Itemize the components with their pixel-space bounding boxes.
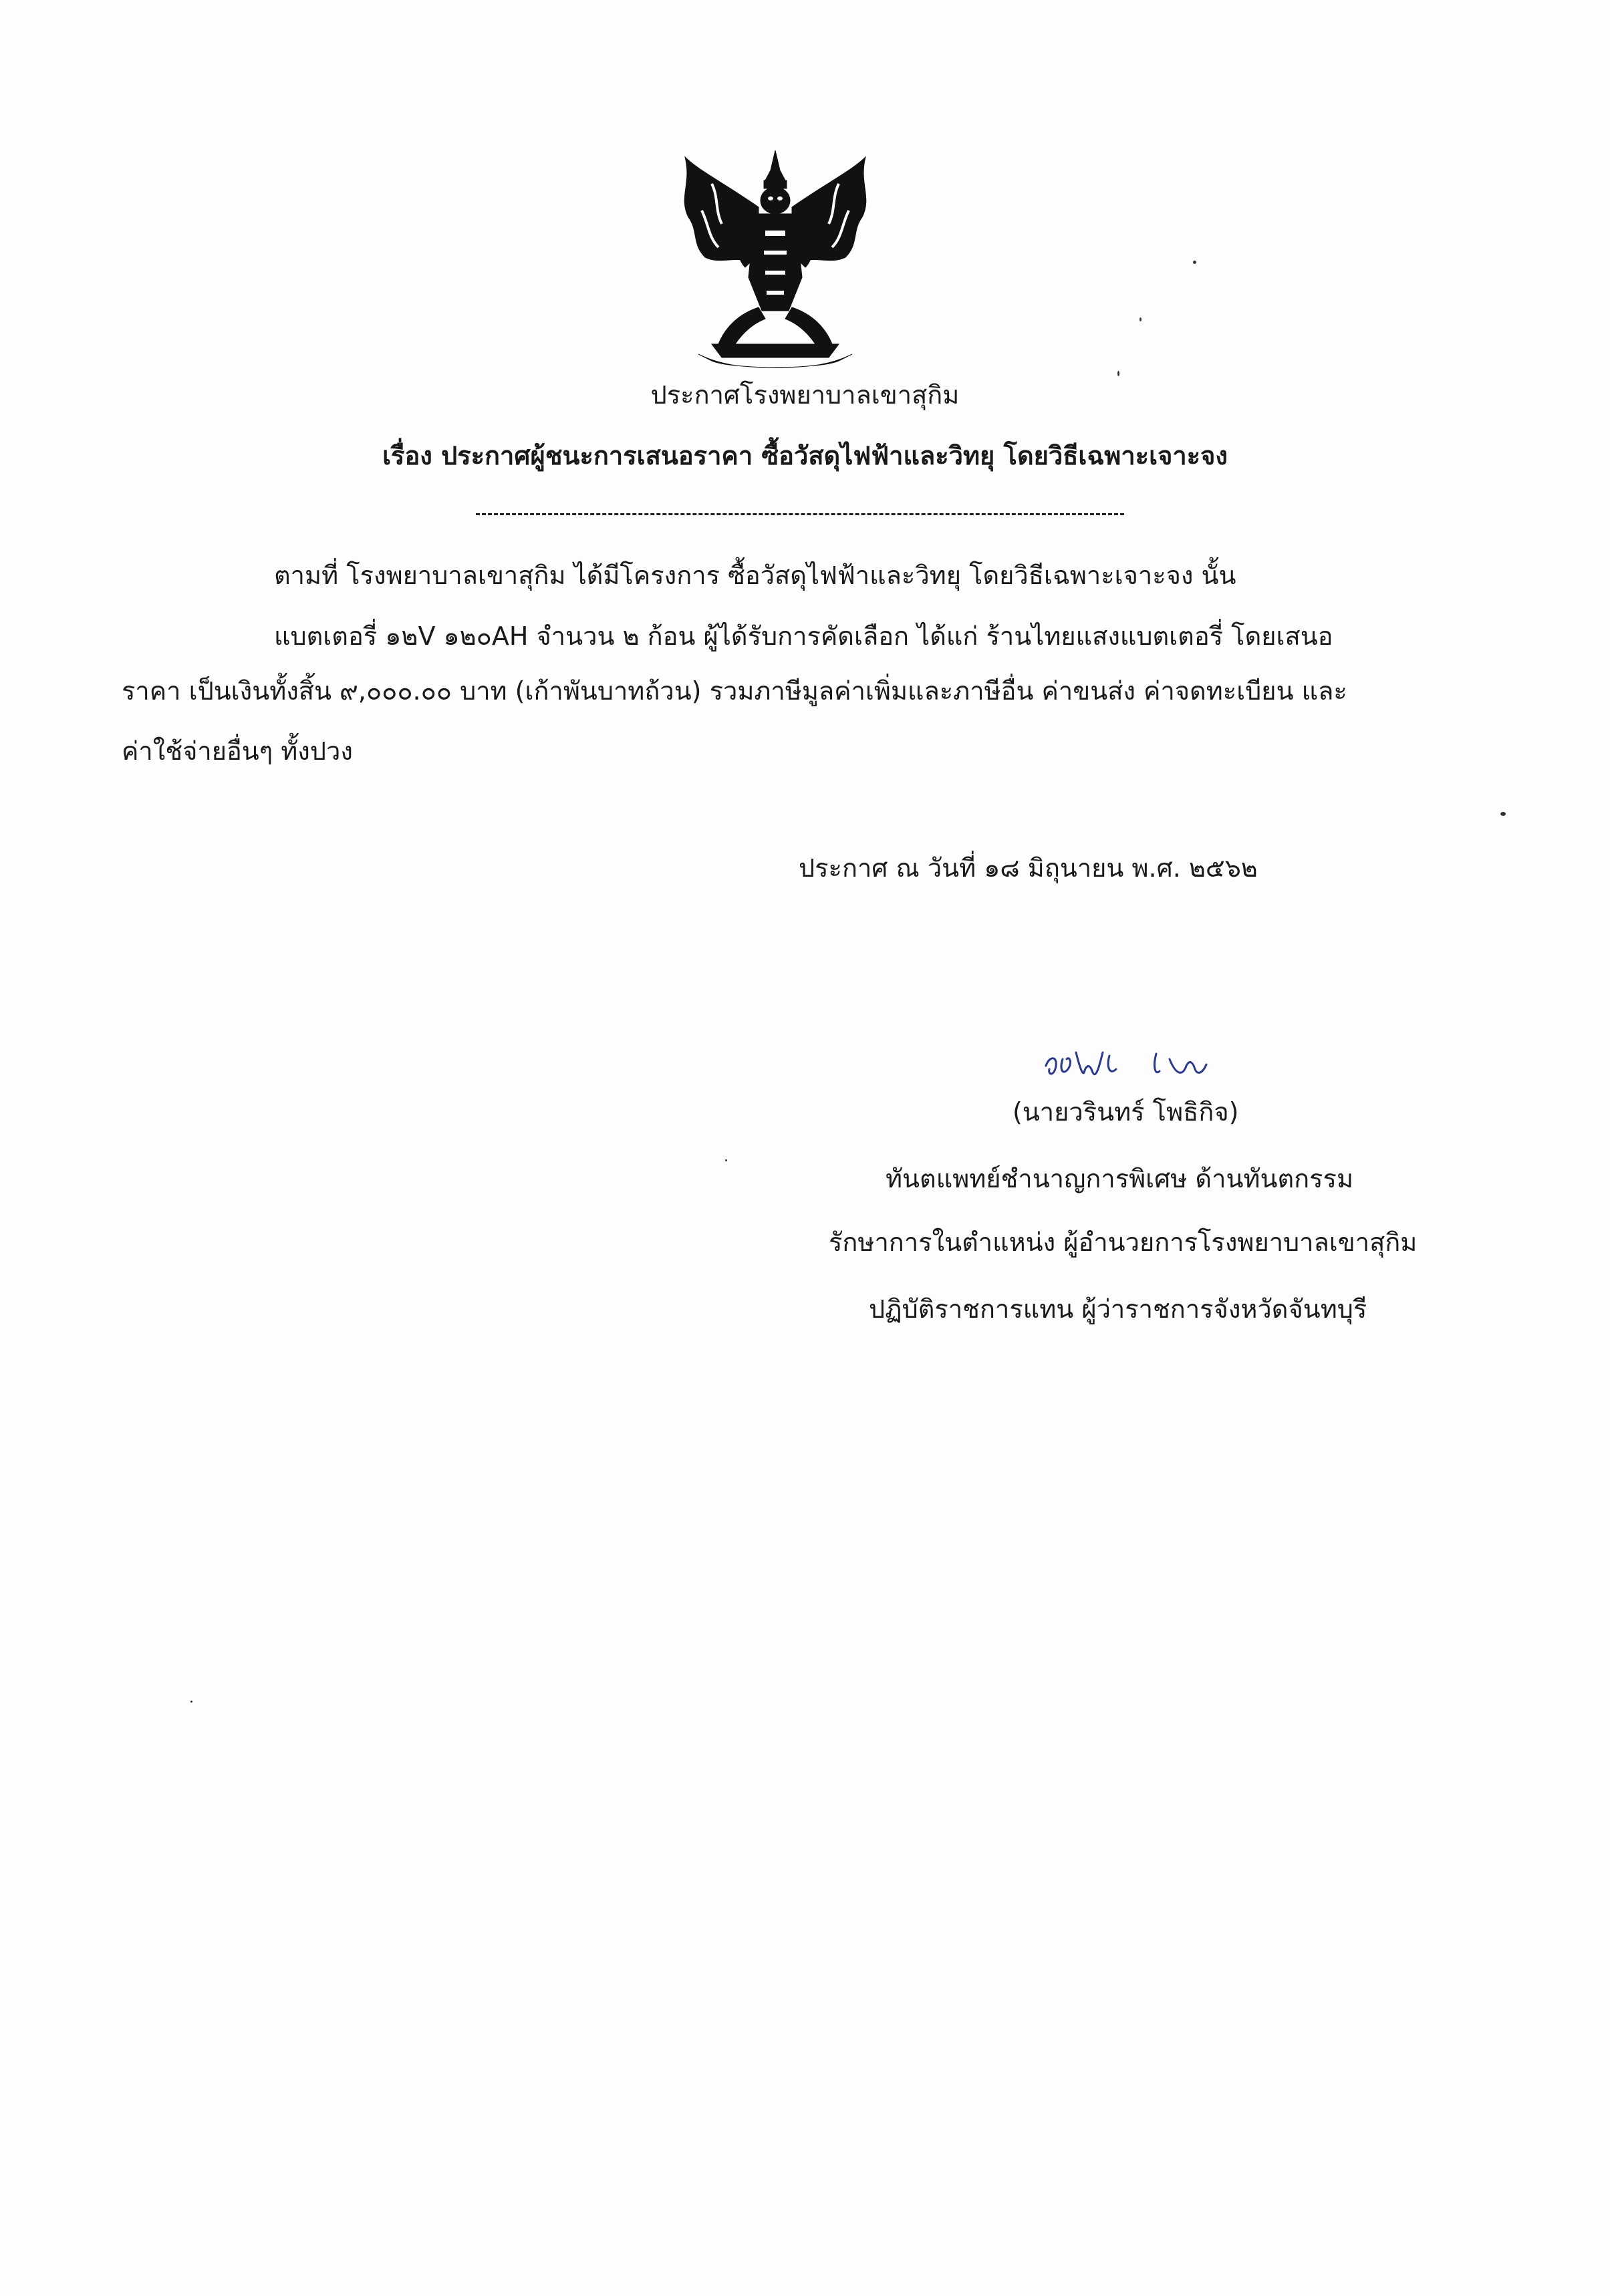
signatory-position-3: ปฏิบัติราชการแทน ผู้ว่าราชการจังหวัดจันทบุรี	[869, 1294, 1367, 1324]
header-separator	[476, 513, 1124, 515]
scan-speck	[1193, 261, 1196, 264]
paragraph-end: ค่าใช้จ่ายอื่นๆ ทั้งปวง	[122, 736, 353, 766]
scan-speck	[1500, 812, 1506, 816]
scan-speck	[1117, 371, 1119, 376]
scan-speck	[725, 1159, 727, 1161]
announcement-organization: ประกาศโรงพยาบาลเขาสุกิม	[650, 380, 960, 410]
handwritten-signature	[1043, 1039, 1230, 1086]
scan-speck	[1139, 317, 1142, 321]
signatory-position-1: ทันตแพทย์ชำนาญการพิเศษ ด้านทันตกรรม	[886, 1164, 1353, 1193]
scan-speck	[190, 1701, 192, 1703]
announcement-date: ประกาศ ณ วันที่ ๑๘ มิถุนายน พ.ศ. ๒๕๖๒	[799, 853, 1258, 883]
signatory-name: (นายวรินทร์ โพธิกิจ)	[1013, 1097, 1239, 1127]
paragraph-item: แบตเตอรี่ ๑๒V ๑๒๐AH จำนวน ๒ ก้อน ผู้ได้รับการคัดเลือก ได้แก่ ร้านไทยแสงแบตเตอรี่ โดยเสนอ	[274, 621, 1333, 651]
garuda-emblem-icon	[672, 144, 879, 371]
signatory-position-2: รักษาการในตำแหน่ง ผู้อำนวยการโรงพยาบาลเขาสุกิม	[829, 1228, 1418, 1257]
paragraph-intro: ตามที่ โรงพยาบาลเขาสุกิม ได้มีโครงการ ซื้อวัสดุไฟฟ้าและวิทยุ โดยวิธีเฉพาะเจาะจง นั้น	[274, 561, 1236, 590]
announcement-subject: เรื่อง ประกาศผู้ชนะการเสนอราคา ซื้อวัสดุไฟฟ้าและวิทยุ โดยวิธีเฉพาะเจาะจง	[382, 441, 1228, 470]
paragraph-price: ราคา เป็นเงินทั้งสิ้น ๙,๐๐๐.๐๐ บาท (เก้าพันบาทถ้วน) รวมภาษีมูลค่าเพิ่มและภาษีอื่น ค่าขนส่ง ค่าจดทะเบียน และ	[122, 676, 1347, 706]
